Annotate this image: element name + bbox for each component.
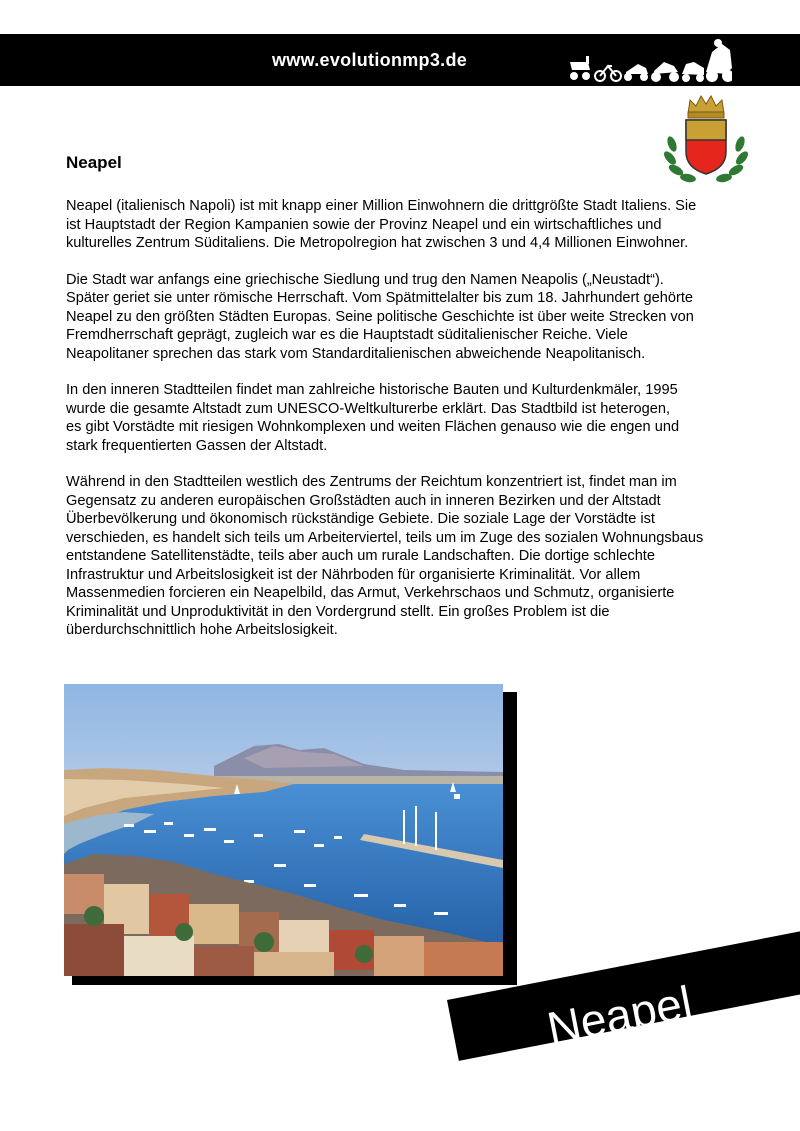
article-paragraph: Die Stadt war anfangs eine griechische Siedlung und trug den Namen Neapolis („Neustadt“). Später geriet sie unter römische Herrschaft. Vom Spätmittelalter bis zum 18. Jahrhundert gehörte Neapel zu den größten Städten Europas. Seine politische Geschichte ist über weite Strecken von Fremdherrschaft geprägt, zugleich war es die Hauptstadt süditalienischer Reiche. Viele Neapolitaner sprechen das stark vom Standarditalienischen abweichende Neapolitanisch. [66,271,694,362]
article-title: Neapel [66,153,122,172]
article-paragraph: Neapel (italienisch Napoli) ist mit knapp einer Million Einwohnern die drittgrößte Stadt Italiens. Sie ist Hauptstadt der Region Kampanien sowie der Provinz Neapel und ein wirtschaftliches und kulturelles Zentrum Süditaliens. Die Metropolregion hat zwischen 3 und 4,4 Millionen Einwohner. [66,198,697,251]
article-paragraph: In den inneren Stadtteilen findet man zahlreiche historische Bauten und Kulturdenkmäler, 1995 wurde die gesamte Altstadt zum UNESCO-Weltkulturerbe erklärt. Das Stadtbild ist heterogen, es gibt Vorstädte mit riesigen Wohnkomplexen und weiten Flächen genauso wie die engen und stark frequentierten Gassen der Altstadt. [66,382,680,454]
bay-of-naples-photo [64,684,503,976]
article-paragraph: Während in den Stadtteilen westlich des Zentrums der Reichtum konzentriert ist, findet man im Gegensatz zu anderen europäischen Großstädten auch in inneren Bezirken und der Altstadt Überbevölkerung und ökonomisch rückständige Gebiete. Die soziale Lage der Vorstädte ist verschieden, es handelt sich teils um Arbeiterviertel, teils um im Zuge des sozialen Wohnungsbaus entstandene Satellitenstädte, teils aber auch um rurale Landschaften. Die dortige schlechte Infrastruktur und Arbeitslosigkeit ist der Nährboden für organisierte Kriminalität. Vor allem Massenmedien forcieren ein Neapelbild, das Armut, Verkehrschaos und Schmutz, organisierte Kriminalität und Unproduktivität in den Vordergrund stellt. Ein großes Problem ist die überdurchschnittlich hohe Arbeitslosigkeit. [66,474,704,638]
vehicle-silhouettes-icon [566,38,732,84]
banner-label: Neapel [543,975,697,1055]
naples-coat-of-arms-icon [664,94,748,188]
article-body [66,197,776,658]
site-url[interactable]: www.evolutionmp3.de [272,50,468,70]
